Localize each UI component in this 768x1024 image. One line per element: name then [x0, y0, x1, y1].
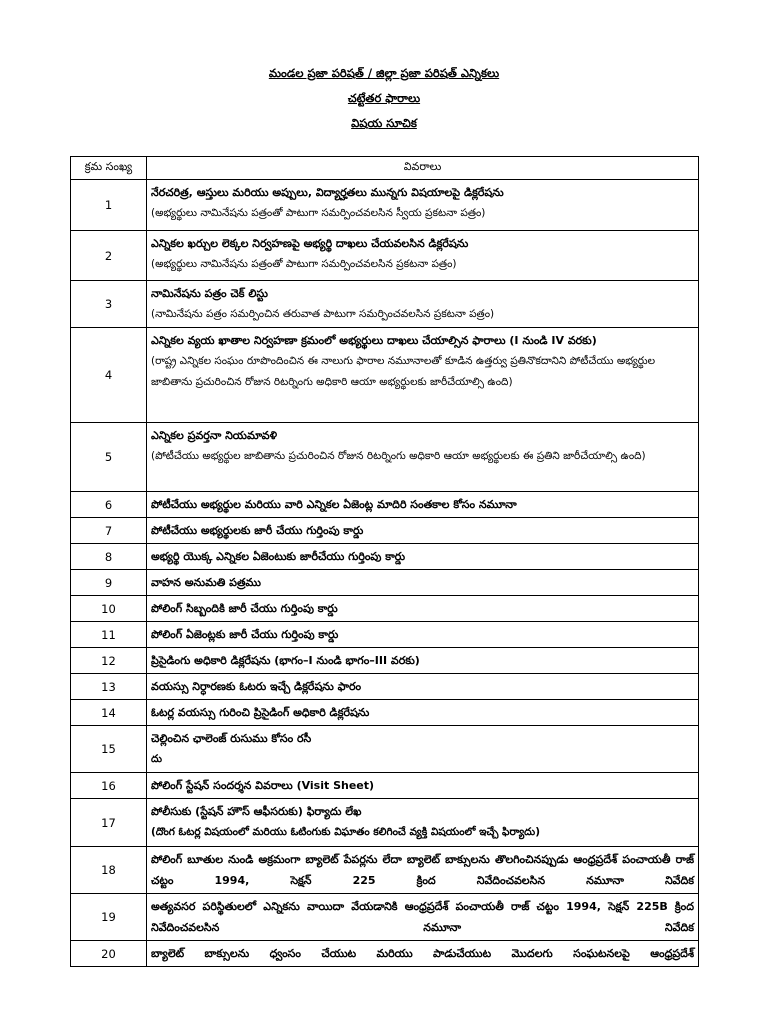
row-title: వయస్సు నిర్ధారణకు ఓటరు ఇచ్చే డిక్లరేషను ఫారం — [151, 680, 362, 693]
row-title: పోలీసుకు (స్టేషన్ హౌస్ ఆఫీసరుకు) ఫిర్యాదు లేఖ — [151, 805, 362, 818]
row-number: 7 — [71, 518, 147, 544]
table-row — [71, 492, 699, 518]
row-details — [147, 894, 699, 941]
row-number: 13 — [71, 674, 147, 700]
table-row — [71, 328, 699, 423]
table-row — [71, 180, 699, 231]
row-note: (రాష్ట్ర ఎన్నికల సంఘం రూపొందించిన ఈ నాలుగు ఫారాల నమూనాలతో కూడిన ఉత్తర్వు ప్రతినొకదానిని పోటీచేయు అభ్యర్థుల జాబితాను ప్రచురించిన రోజున రిటర్నింగు అధికారి ఆయా అభ్యర్థులకు జారీచేయాల్సి ఉంది) — [151, 355, 656, 388]
row-title: పోటీచేయు అభ్యర్థుల మరియు వారి ఎన్నికల ఏజెంట్ల మాదిరి సంతకాల కోసం నమూనా — [151, 498, 517, 511]
column-header-details: వివరాలు — [147, 157, 699, 180]
table-row — [71, 544, 699, 570]
table-row — [71, 700, 699, 726]
row-number: 9 — [71, 570, 147, 596]
row-title: అభ్యర్థి యొక్క ఎన్నికల ఏజెంటుకు జారీచేయు గుర్తింపు కార్డు — [151, 550, 406, 563]
row-title: ఎన్నికల వ్యయ ఖాతాల నిర్వహణా క్రమంలో అభ్యర్థులు దాఖలు చేయాల్సిన ఫారాలు (I నుండి IV వరకు) — [151, 334, 597, 347]
row-note: (అభ్యర్థులు నామినేషను పత్రంతో పాటుగా సమర్పించవలసిన ప్రకటనా పత్రం) — [151, 258, 457, 270]
row-note: (అభ్యర్థులు నామినేషను పత్రంతో పాటుగా సమర్పించవలసిన స్వీయ ప్రకటనా పత్రం) — [151, 207, 486, 219]
table-body — [71, 180, 699, 967]
row-number: 10 — [71, 596, 147, 622]
row-number: 14 — [71, 700, 147, 726]
row-details — [147, 674, 699, 700]
table-row — [71, 648, 699, 674]
row-details — [147, 799, 699, 847]
table-row — [71, 281, 699, 328]
row-details — [147, 648, 699, 674]
row-details — [147, 180, 699, 231]
row-note: (నామినేషను పత్రం సమర్పించిన తరువాత పాటుగా సమర్పించవలసిన ప్రకటనా పత్రం) — [151, 308, 495, 320]
row-number: 3 — [71, 281, 147, 328]
row-number: 2 — [71, 231, 147, 281]
table-row — [71, 941, 699, 967]
row-number: 16 — [71, 773, 147, 799]
row-number: 20 — [71, 941, 147, 967]
table-row — [71, 726, 699, 773]
row-number: 1 — [71, 180, 147, 231]
row-title: ఎన్నికల ఖర్చుల లెక్కల నిర్వహణపై అభ్యర్థి దాఖలు చేయవలసిన డిక్లరేషను — [151, 237, 469, 250]
table-row — [71, 423, 699, 492]
row-number: 11 — [71, 622, 147, 648]
row-number: 8 — [71, 544, 147, 570]
row-number: 19 — [71, 894, 147, 941]
row-note: దు — [151, 753, 163, 765]
row-details — [147, 544, 699, 570]
row-title: ఓటర్ల వయస్సు గురించి ప్రిసైడింగ్ అధికారి డిక్లరేషను — [151, 706, 370, 719]
table-row — [71, 570, 699, 596]
row-title: చెల్లించిన ఛాలెంజ్ రుసుము కోసం రసీ — [151, 732, 312, 745]
row-details — [147, 281, 699, 328]
row-number: 12 — [71, 648, 147, 674]
row-details — [147, 596, 699, 622]
row-details — [147, 231, 699, 281]
row-details — [147, 622, 699, 648]
row-details — [147, 773, 699, 799]
table-row — [71, 622, 699, 648]
row-number: 18 — [71, 847, 147, 894]
document-title: మండల ప్రజా పరిషత్ / జిల్లా ప్రజా పరిషత్ ఎన్నికలు — [268, 66, 500, 80]
row-number: 17 — [71, 799, 147, 847]
table-row — [71, 799, 699, 847]
index-table — [70, 156, 699, 967]
row-title: పోటీచేయు అభ్యర్థులకు జారీ చేయు గుర్తింపు కార్డు — [151, 524, 364, 537]
row-details — [147, 570, 699, 596]
row-title: పోలింగ్ బూతుల నుండి అక్రమంగా బ్యాలెట్ పేపర్లను లేదా బ్యాలెట్ బాక్సులను తొలగించినప్పుడు ఆంధ్రప్రదేశ్ పంచాయతీ రాజ్ చట్టం 1994, సెక్షన్ 225 క్రింద నివేదించవలసిన నమూనా నివేదిక — [151, 853, 694, 887]
document-subtitle: చట్టేతర ఫారాలు — [347, 91, 421, 105]
table-row — [71, 847, 699, 894]
table-row — [71, 231, 699, 281]
row-title: నామినేషను పత్రం చెక్ లిస్టు — [151, 287, 268, 300]
row-details — [147, 423, 699, 492]
row-title: నేరచరిత్ర, ఆస్తులు మరియు అప్పులు, విద్యార్హతలు మున్నగు విషయాలపై డిక్లరేషను — [151, 186, 504, 199]
row-title: వాహన అనుమతి పత్రము — [151, 576, 261, 589]
table-row — [71, 894, 699, 941]
table-row — [71, 773, 699, 799]
row-details — [147, 726, 699, 773]
row-details — [147, 328, 699, 423]
row-details — [147, 941, 699, 967]
row-title: పోలింగ్ సిబ్బందికి జారీ చేయు గుర్తింపు కార్డు — [151, 602, 338, 615]
row-number: 5 — [71, 423, 147, 492]
row-title: ఎన్నికల ప్రవర్తనా నియమావళి — [151, 429, 278, 442]
row-title: పోలింగ్ ఏజెంట్లకు జారీ చేయు గుర్తింపు కార్డు — [151, 628, 339, 641]
row-details — [147, 518, 699, 544]
row-title: అత్యవసర పరిస్థితులలో ఎన్నికను వాయిదా వేయడానికి ఆంధ్రప్రదేశ్ పంచాయతీ రాజ్ చట్టం 1994, సెక్షన్ 225B క్రింద నివేదించవలసిన నమూనా నివేదిక — [151, 900, 694, 934]
row-number: 6 — [71, 492, 147, 518]
row-title: బ్యాలెట్ బాక్సులను ధ్వంసం చేయుట మరియు పాడుచేయుట మొదలగు సంఘటనలపై ఆంధ్రప్రదేశ్ — [151, 947, 694, 960]
row-note: (దొంగ ఓటర్ల విషయంలో మరియు ఓటింగుకు విఘాతం కలిగించే వ్యక్తి విషయంలో ఇచ్చే ఫిర్యాదు) — [151, 826, 540, 838]
table-row — [71, 518, 699, 544]
row-title: పోలింగ్ స్టేషన్ సందర్శన వివరాలు (Visit Sheet) — [151, 779, 375, 792]
row-details — [147, 700, 699, 726]
row-number: 4 — [71, 328, 147, 423]
row-number: 15 — [71, 726, 147, 773]
row-note: (పోటీచేయు అభ్యర్థుల జాబితాను ప్రచురించిన రోజున రిటర్నింగు అధికారి ఆయా అభ్యర్థులకు ఈ ప్రతిని జారీచేయాల్సి ఉంది) — [151, 450, 646, 462]
table-header-row — [71, 157, 699, 180]
table-row — [71, 596, 699, 622]
column-header-number: క్రమ సంఖ్య — [71, 157, 147, 180]
row-title: ప్రిసైడింగు అధికారి డిక్లరేషను (భాగం–I నుండి భాగం–III వరకు) — [151, 654, 420, 667]
table-row — [71, 674, 699, 700]
row-details — [147, 492, 699, 518]
row-details — [147, 847, 699, 894]
index-heading: విషయ సూచిక — [351, 116, 417, 130]
